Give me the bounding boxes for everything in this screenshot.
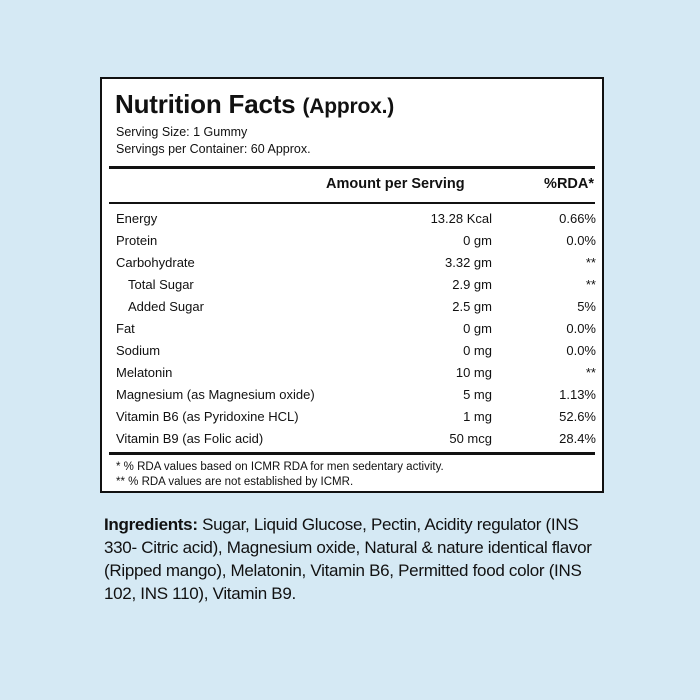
ingredients-label: Ingredients: — [104, 515, 198, 534]
table-row — [102, 296, 602, 318]
nutrient-rda: ** — [585, 365, 596, 380]
nutrient-name: Added Sugar — [128, 299, 204, 314]
nutrient-name: Magnesium (as Magnesium oxide) — [116, 387, 315, 402]
nutrient-amount: 2.9 gm — [452, 277, 492, 292]
nutrient-rda: 1.13% — [559, 387, 596, 402]
nutrient-amount: 10 mg — [455, 365, 492, 380]
nutrient-name: Protein — [116, 233, 158, 248]
nutrient-name: Energy — [116, 211, 158, 226]
table-row — [102, 230, 602, 252]
nutrient-amount: 3.32 gm — [445, 255, 492, 270]
bottom-thick-divider — [109, 452, 595, 455]
nutrient-amount: 0 gm — [463, 321, 492, 336]
nutrient-rda: 0.0% — [566, 233, 596, 248]
table-row — [102, 428, 602, 450]
nutrient-rda: 28.4% — [559, 431, 596, 446]
ingredients-block — [104, 513, 594, 605]
header-divider — [109, 202, 595, 204]
nutrition-facts-panel — [100, 77, 604, 493]
nutrient-amount: 13.28 Kcal — [430, 211, 492, 226]
serving-size: Serving Size: 1 Gummy — [116, 125, 248, 139]
nutrient-rda: ** — [585, 255, 596, 270]
nutrient-rda: 0.66% — [559, 211, 596, 226]
nutrient-amount: 0 mg — [463, 343, 492, 358]
nutrient-name: Vitamin B9 (as Folic acid) — [116, 431, 264, 446]
nutrient-rda: 0.0% — [566, 321, 596, 336]
footnote-rda-not-established: ** % RDA values are not established by ICMR. — [116, 476, 354, 488]
nutrient-rda: 0.0% — [566, 343, 596, 358]
table-row — [102, 208, 602, 230]
footnote-rda-basis: * % RDA values based on ICMR RDA for men sedentary activity. — [116, 461, 444, 473]
nutrient-amount: 5 mg — [463, 387, 492, 402]
nutrient-name: Carbohydrate — [116, 255, 195, 270]
title-text: Nutrition Facts — [115, 89, 296, 119]
nutrient-name: Fat — [116, 321, 135, 336]
title-suffix: (Approx.) — [302, 95, 395, 118]
top-thick-divider — [109, 166, 595, 169]
panel-title — [115, 89, 394, 122]
nutrient-amount: 1 mg — [463, 409, 492, 424]
nutrient-name: Sodium — [116, 343, 161, 358]
rda-header: %RDA* — [544, 176, 594, 192]
table-row — [102, 384, 602, 406]
nutrient-rda: ** — [585, 277, 596, 292]
table-row — [102, 362, 602, 384]
ingredients-text: Sugar, Liquid Glucose, Pectin, Acidity regulator (INS 330- Citric acid), Magnesium oxide, Natural & nature identical flavor (Ripped mango), Melatonin, Vitamin B6, Permitted food color (INS 102, INS 110), Vitamin B9. — [104, 515, 592, 603]
table-row — [102, 406, 602, 428]
nutrient-name: Melatonin — [116, 365, 173, 380]
servings-per-container: Servings per Container: 60 Approx. — [116, 142, 311, 156]
nutrient-amount: 50 mcg — [449, 431, 492, 446]
table-row — [102, 318, 602, 340]
nutrient-rda: 52.6% — [559, 409, 596, 424]
table-row — [102, 252, 602, 274]
amount-per-serving-header: Amount per Serving — [326, 176, 465, 192]
nutrient-amount: 0 gm — [463, 233, 492, 248]
table-row — [102, 340, 602, 362]
nutrient-name: Vitamin B6 (as Pyridoxine HCL) — [116, 409, 299, 424]
nutrient-name: Total Sugar — [128, 277, 194, 292]
table-row — [102, 274, 602, 296]
nutrient-rda: 5% — [577, 299, 596, 314]
nutrient-amount: 2.5 gm — [452, 299, 492, 314]
